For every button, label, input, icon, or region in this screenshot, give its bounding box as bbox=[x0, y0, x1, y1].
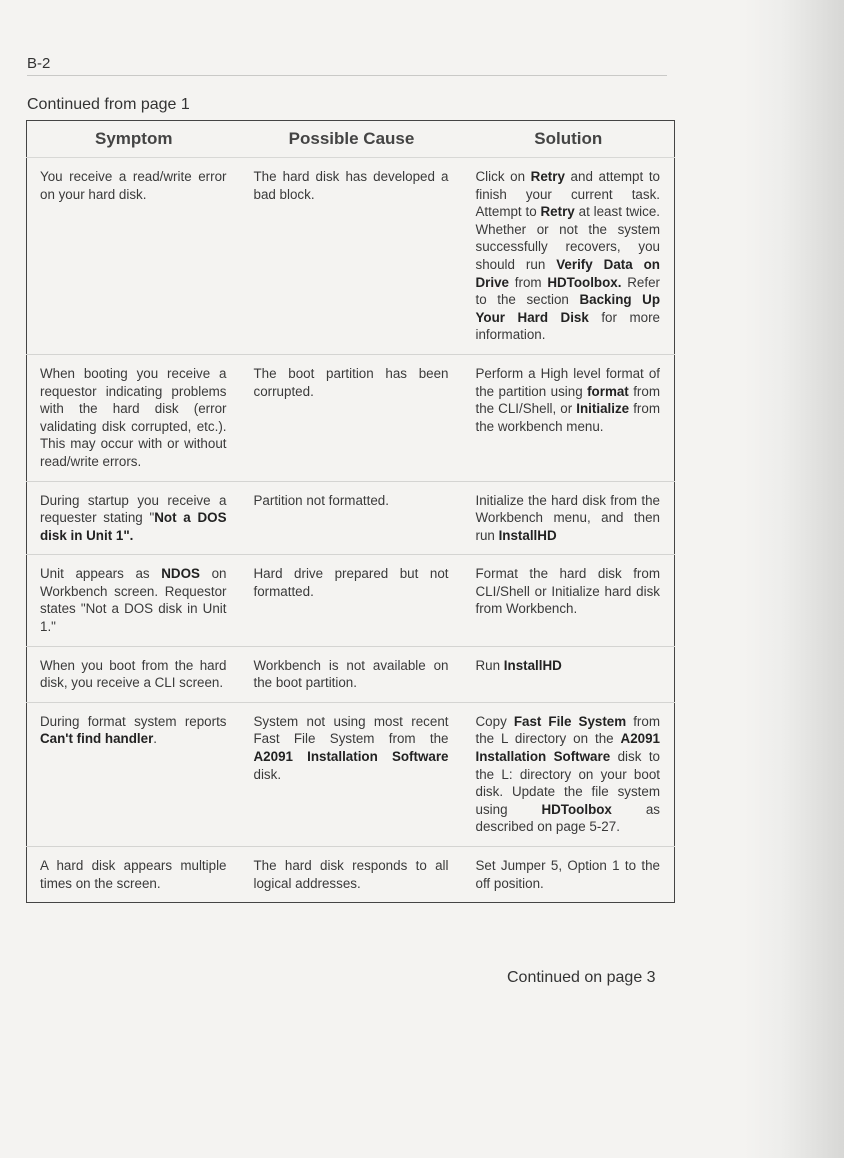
cell-text: The hard disk has developed a bad block. bbox=[253, 169, 449, 202]
bold-term: InstallHD bbox=[503, 657, 562, 673]
cell-text: Run bbox=[475, 657, 504, 673]
cell-text: Workbench is not available on the boot partition. bbox=[253, 657, 449, 691]
bold-term: A2091 Installation Software bbox=[475, 731, 660, 765]
table-row bbox=[27, 158, 675, 355]
cell-text: as described on page 5-27. bbox=[475, 801, 660, 835]
cell-text: Refer to the section bbox=[475, 274, 660, 308]
cell-text: from bbox=[509, 274, 548, 290]
cell-text: Unit appears as bbox=[40, 566, 162, 582]
header-rule bbox=[27, 75, 667, 76]
bold-term: Retry bbox=[530, 169, 565, 184]
bold-term: Fast File System bbox=[513, 713, 627, 729]
symptom-cell bbox=[27, 646, 241, 702]
cell-text: and attempt to finish your current task. Attempt to bbox=[475, 169, 660, 220]
continued-from-note: Continued from page 1 bbox=[27, 96, 190, 113]
cell-text: When booting you receive a requestor indicating problems with the hard disk (error validating disk corrupted, etc.). This may occur with or without read/write errors. bbox=[40, 365, 227, 469]
cell-text: . bbox=[153, 731, 158, 747]
table-row bbox=[27, 702, 675, 846]
cell-text: Copy bbox=[475, 713, 514, 729]
solution-cell bbox=[463, 702, 675, 846]
symptom-cell bbox=[27, 847, 241, 903]
bold-term: Not a DOS disk in Unit 1". bbox=[40, 510, 227, 543]
possible-cause-cell bbox=[241, 847, 463, 903]
troubleshooting-table bbox=[26, 120, 675, 903]
header-solution: Solution bbox=[463, 121, 675, 158]
continued-on-note: Continued on page 3 bbox=[507, 969, 656, 986]
solution-cell bbox=[463, 646, 675, 702]
cell-text: The hard disk responds to all logical addresses. bbox=[253, 858, 449, 891]
solution-cell bbox=[463, 481, 675, 555]
header-symptom: Symptom bbox=[27, 121, 241, 158]
page-gutter-shadow bbox=[744, 0, 844, 1158]
header-possible-cause: Possible Cause bbox=[241, 121, 463, 158]
cell-text: A hard disk appears multiple times on the screen. bbox=[40, 858, 227, 891]
cell-text: Perform a High level format of the partition using bbox=[475, 365, 660, 399]
bold-term: Backing Up Your Hard Disk bbox=[475, 292, 660, 325]
cell-text: The boot partition has been corrupted. bbox=[253, 365, 449, 399]
cell-text: at least twice. Whether or not the system successfully recovers, you should run bbox=[475, 204, 661, 272]
cell-text: Partition not formatted. bbox=[253, 492, 389, 508]
bold-term: HDToolbox bbox=[541, 801, 612, 817]
bold-term: Retry bbox=[540, 204, 575, 220]
bold-term: InstallHD bbox=[498, 527, 557, 543]
bold-term: Verify Data on Drive bbox=[475, 256, 660, 290]
cell-text: disk. bbox=[253, 766, 282, 782]
possible-cause-cell bbox=[241, 702, 463, 846]
table-header-row bbox=[27, 121, 675, 158]
bold-term: format bbox=[587, 383, 629, 399]
solution-cell bbox=[463, 354, 675, 481]
table-row bbox=[27, 646, 675, 702]
table-row bbox=[27, 847, 675, 903]
cell-text: Initialize the hard disk from the Workbench menu, and then run bbox=[475, 492, 660, 543]
cell-text: from the CLI/Shell, or bbox=[475, 383, 660, 417]
symptom-cell bbox=[27, 702, 241, 846]
cell-text: During format system reports bbox=[40, 713, 227, 729]
cell-text: Format the hard disk from CLI/Shell or Initialize hard disk from Workbench. bbox=[475, 566, 660, 617]
cell-text: Set Jumper 5, Option 1 to the off position. bbox=[475, 858, 660, 891]
cell-text: Hard drive prepared but not formatted. bbox=[253, 566, 449, 599]
cell-text: on Workbench screen. Requestor states "Not a DOS disk in Unit 1." bbox=[40, 566, 227, 635]
cell-text: from the workbench menu. bbox=[475, 401, 660, 434]
cell-text: During startup you receive a requester stating " bbox=[40, 492, 227, 526]
symptom-cell bbox=[27, 481, 241, 555]
solution-cell bbox=[463, 555, 675, 646]
bold-term: Initialize bbox=[576, 401, 630, 417]
cell-text: Click on bbox=[475, 169, 531, 184]
table-body bbox=[27, 158, 675, 903]
cell-text: for more information. bbox=[475, 309, 660, 343]
table-row bbox=[27, 481, 675, 555]
symptom-cell bbox=[27, 158, 241, 355]
symptom-cell bbox=[27, 354, 241, 481]
page-number: B-2 bbox=[27, 55, 51, 72]
solution-cell bbox=[463, 847, 675, 903]
cell-text: disk to the L: directory on your boot disk. Update the file system using bbox=[475, 749, 661, 817]
table-row bbox=[27, 354, 675, 481]
symptom-cell bbox=[27, 555, 241, 646]
cell-text: from the L directory on the bbox=[475, 713, 660, 747]
possible-cause-cell bbox=[241, 555, 463, 646]
bold-term: NDOS bbox=[161, 566, 200, 582]
possible-cause-cell bbox=[241, 481, 463, 555]
possible-cause-cell bbox=[241, 158, 463, 355]
possible-cause-cell bbox=[241, 354, 463, 481]
solution-cell bbox=[463, 158, 675, 355]
bold-term: Can't find handler bbox=[40, 731, 154, 747]
bold-term: A2091 Installation Software bbox=[253, 749, 449, 765]
table-row bbox=[27, 555, 675, 646]
cell-text: When you boot from the hard disk, you receive a CLI screen. bbox=[40, 657, 227, 691]
cell-text: System not using most recent Fast File System from the bbox=[253, 713, 449, 747]
possible-cause-cell bbox=[241, 646, 463, 702]
cell-text: You receive a read/write error on your hard disk. bbox=[40, 169, 227, 202]
bold-term: HDToolbox. bbox=[547, 274, 622, 290]
